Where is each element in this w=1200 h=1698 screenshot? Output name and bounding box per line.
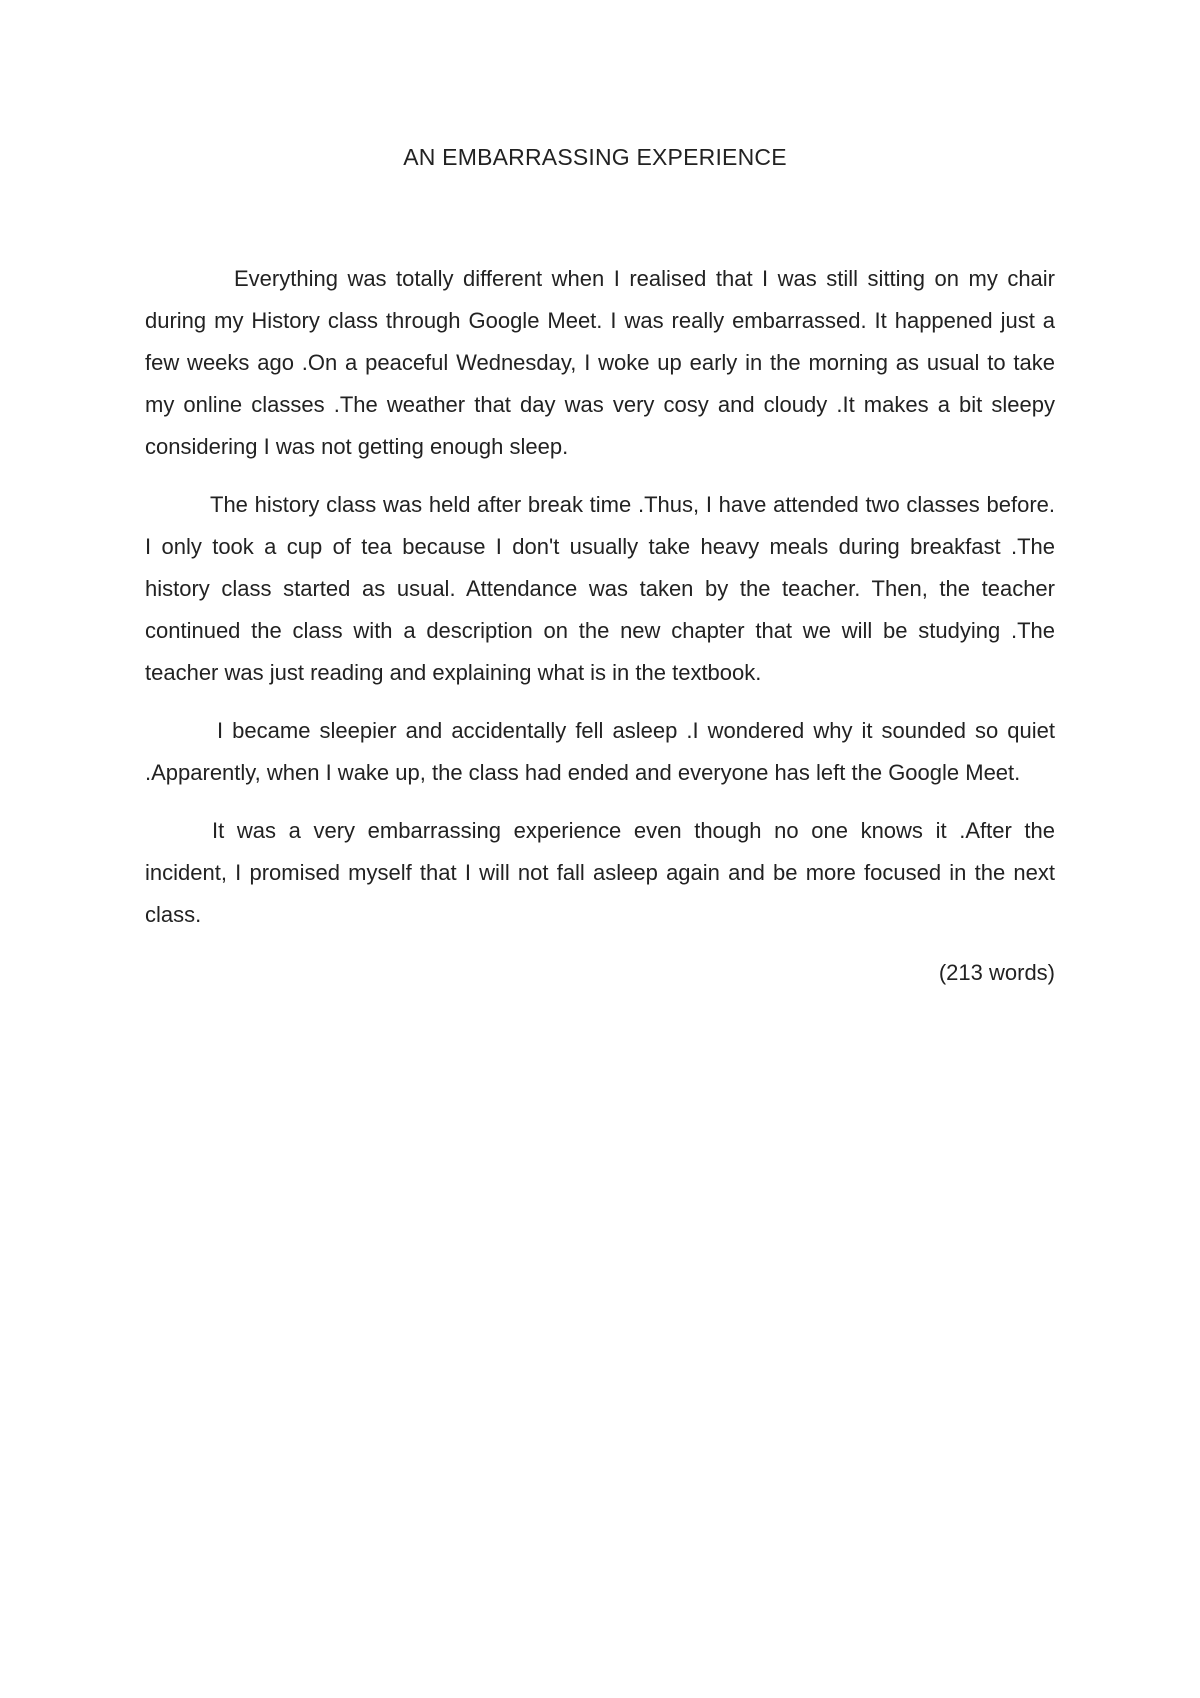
- essay-title: AN EMBARRASSING EXPERIENCE: [403, 144, 787, 170]
- word-count: (213 words): [938, 960, 1055, 985]
- paragraph-1: Everything was totally different when I realised that I was still sitting on my chair during my History class through Google Meet. I was really embarrassed. It happened just a few weeks ago .On a peaceful Wednesday, I woke up early in the morning as usual to take my online classes .The weather that day was very cosy and cloudy .It makes a bit sleepy considering I was not getting enough sleep.: [145, 266, 1055, 459]
- essay-body: [145, 258, 1055, 994]
- paragraph-2: The history class was held after break time .Thus, I have attended two classes before. I only took a cup of tea because I don't usually take heavy meals during breakfast .The history class started as usual. Attendance was taken by the teacher. Then, the teacher continued the class with a description on the new chapter that we will be studying .The teacher was just reading and explaining what is in the textbook.: [145, 492, 1055, 685]
- paragraph-4: It was a very embarrassing experience even though no one knows it .After the incident, I promised myself that I will not fall asleep again and be more focused in the next class.: [145, 818, 1055, 927]
- paragraph-3: I became sleepier and accidentally fell asleep .I wondered why it sounded so quiet .Apparently, when I wake up, the class had ended and everyone has left the Google Meet.: [145, 718, 1055, 785]
